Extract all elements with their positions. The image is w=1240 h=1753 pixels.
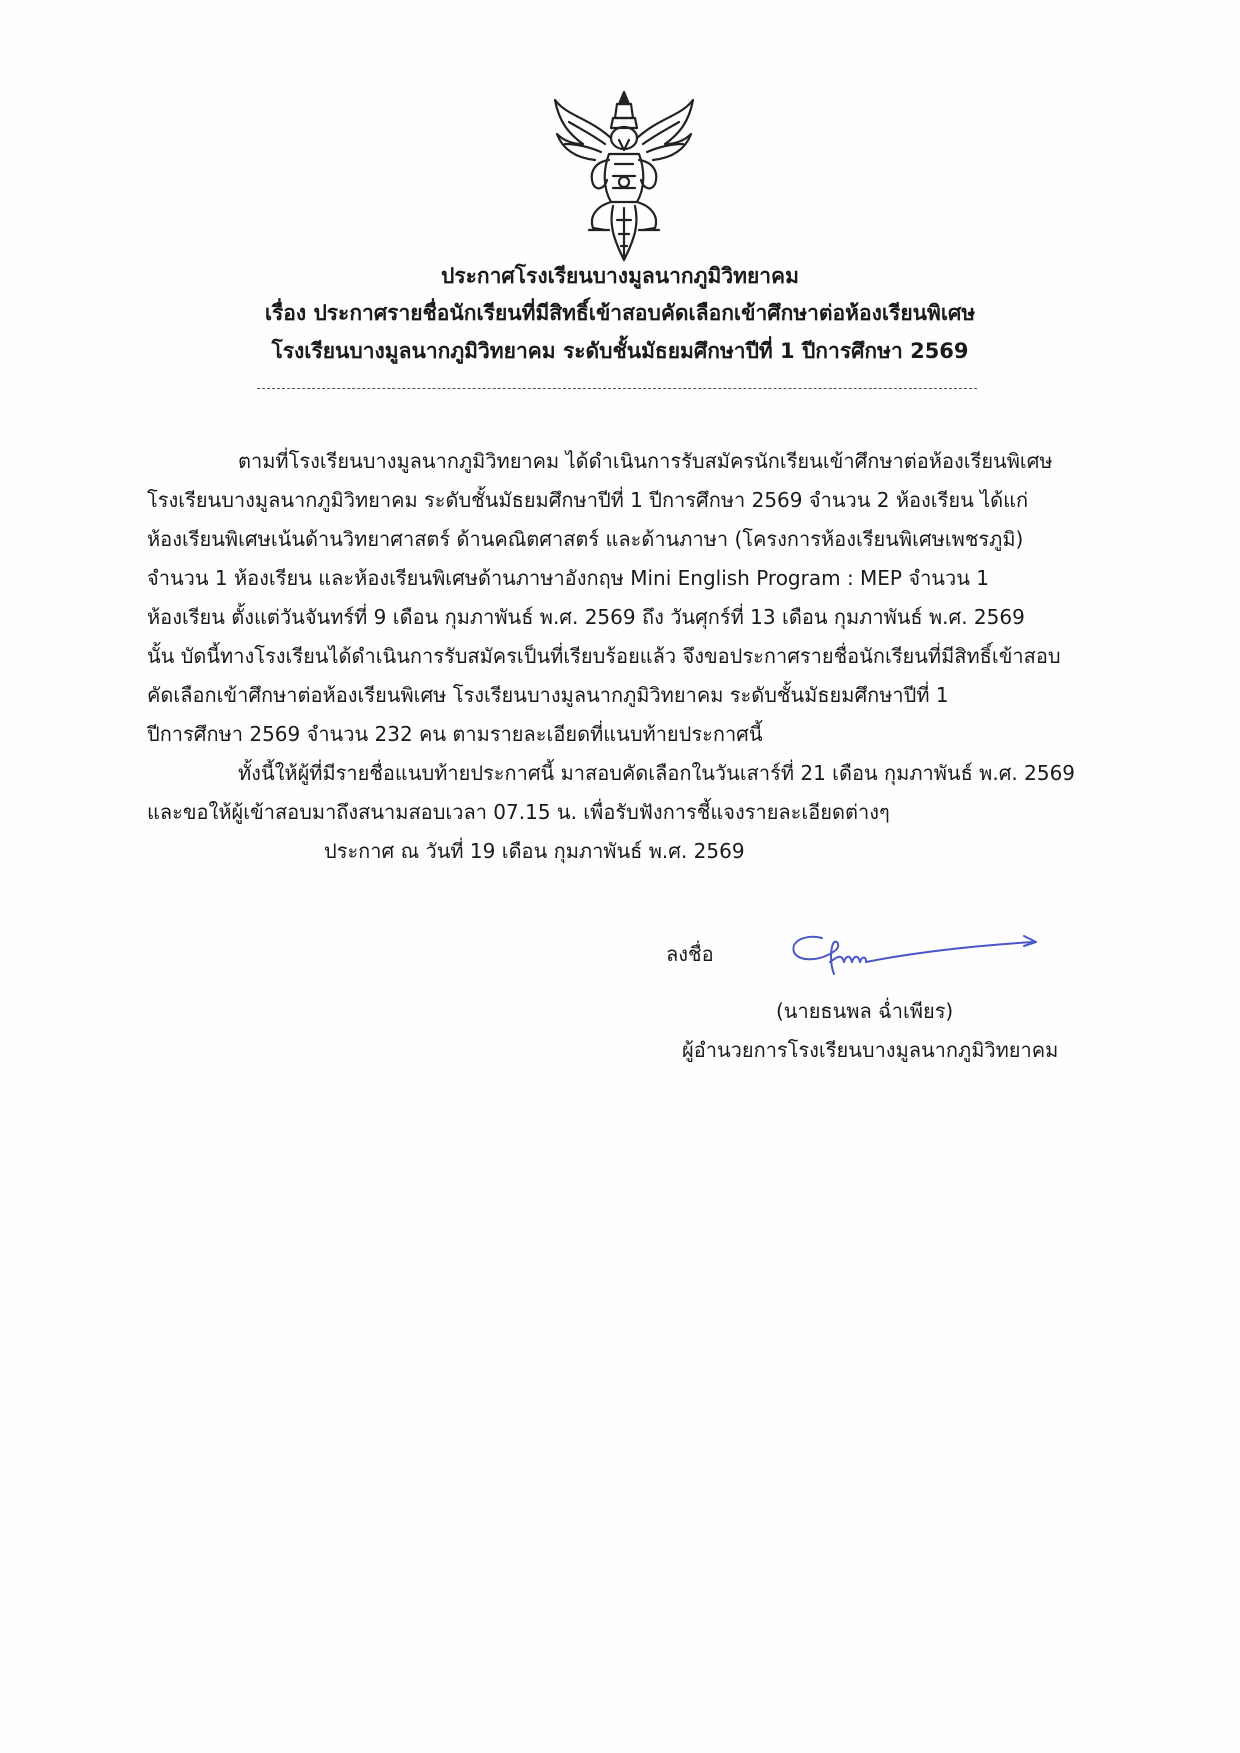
body-line: ปีการศึกษา 2569 จำนวน 232 คน ตามรายละเอียดที่แนบท้ายประกาศนี้ <box>147 722 763 746</box>
body-line: ทั้งนี้ให้ผู้ที่มีรายชื่อแนบท้ายประกาศนี้ มาสอบคัดเลือกในวันเสาร์ที่ 21 เดือน กุมภาพันธ์ พ.ศ. 2569 <box>238 761 1076 785</box>
body-line: จำนวน 1 ห้องเรียน และห้องเรียนพิเศษด้านภาษาอังกฤษ Mini English Program : MEP จำนวน 1 <box>147 566 989 590</box>
body-line: โรงเรียนบางมูลนากภูมิวิทยาคม ระดับชั้นมัธยมศึกษาปีที่ 1 ปีการศึกษา 2569 จำนวน 2 ห้องเรียน ได้แก่ <box>147 488 1029 512</box>
signatory-position: ผู้อำนวยการโรงเรียนบางมูลนากภูมิวิทยาคม <box>682 1038 1059 1062</box>
announce-date: ประกาศ ณ วันที่ 19 เดือน กุมภาพันธ์ พ.ศ. 2569 <box>324 839 745 863</box>
signature-mark <box>786 920 1046 990</box>
garuda-emblem-icon <box>549 88 699 264</box>
announcement-title: ประกาศโรงเรียนบางมูลนากภูมิวิทยาคม <box>441 264 799 288</box>
announcement-subtitle: โรงเรียนบางมูลนากภูมิวิทยาคม ระดับชั้นมัธยมศึกษาปีที่ 1 ปีการศึกษา 2569 <box>271 339 969 363</box>
body-line: คัดเลือกเข้าศึกษาต่อห้องเรียนพิเศษ โรงเรียนบางมูลนากภูมิวิทยาคม ระดับชั้นมัธยมศึกษาปีที่ 1 <box>147 683 949 707</box>
body-line: ตามที่โรงเรียนบางมูลนากภูมิวิทยาคม ได้ดำเนินการรับสมัครนักเรียนเข้าศึกษาต่อห้องเรียนพิเศษ <box>238 449 1053 473</box>
announcement-subject: เรื่อง ประกาศรายชื่อนักเรียนที่มีสิทธิ์เข้าสอบคัดเลือกเข้าศึกษาต่อห้องเรียนพิเศษ <box>264 301 976 325</box>
body-line: ห้องเรียนพิเศษเน้นด้านวิทยาศาสตร์ ด้านคณิตศาสตร์ และด้านภาษา (โครงการห้องเรียนพิเศษเพชรภูมิ) <box>147 527 1024 551</box>
body-line: ห้องเรียน ตั้งแต่วันจันทร์ที่ 9 เดือน กุมภาพันธ์ พ.ศ. 2569 ถึง วันศุกร์ที่ 13 เดือน กุมภาพันธ์ พ.ศ. 2569 <box>147 605 1025 629</box>
body-line: นั้น บัดนี้ทางโรงเรียนได้ดำเนินการรับสมัครเป็นที่เรียบร้อยแล้ว จึงขอประกาศรายชื่อนักเรียนที่มีสิทธิ์เข้าสอบ <box>147 644 1061 668</box>
body-line: และขอให้ผู้เข้าสอบมาถึงสนามสอบเวลา 07.15 น. เพื่อรับฟังการชี้แจงรายละเอียดต่างๆ <box>147 800 890 824</box>
header-divider <box>257 388 977 389</box>
signatory-name: (นายธนพล ฉ่ำเพียร) <box>776 999 954 1023</box>
sign-label: ลงชื่อ <box>666 942 714 966</box>
